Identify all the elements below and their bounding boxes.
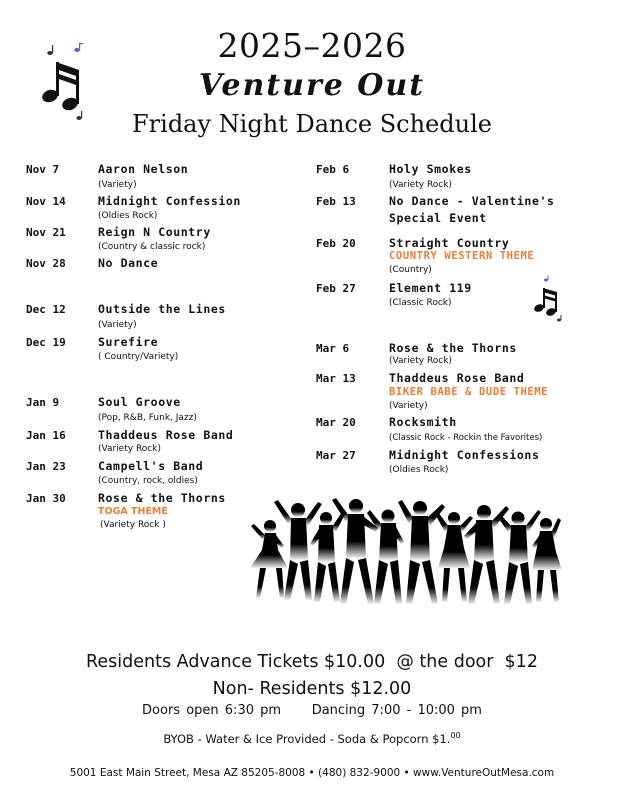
event-date: Feb 13 xyxy=(316,195,356,208)
event-date: Feb 20 xyxy=(316,237,356,250)
event-date: Nov 7 xyxy=(26,163,60,176)
event-date: Nov 28 xyxy=(26,257,66,270)
event-date: Feb 6 xyxy=(316,163,350,176)
band-name: Thaddeus Rose Band xyxy=(98,428,234,442)
event-date: Jan 9 xyxy=(26,396,60,409)
byob-text: BYOB - Water & Ice Provided - Soda & Popcorn $1. xyxy=(163,731,451,746)
band-name: No Dance xyxy=(98,256,159,270)
event-date: Jan 30 xyxy=(26,492,66,505)
door-times: Doors open 6:30 pm Dancing 7:00 - 10:00 pm xyxy=(142,703,482,718)
venue-name: Venture Out xyxy=(198,68,426,103)
band-genre: (Classic Rock - Rockin the Favorites) xyxy=(389,433,543,443)
event-date: Mar 6 xyxy=(316,342,350,355)
band-genre: (Variety) xyxy=(98,320,137,330)
band-genre: (Variety Rock) xyxy=(389,356,452,366)
band-name: Soul Groove xyxy=(98,395,181,409)
band-name: Rose & the Thorns xyxy=(98,491,226,505)
event-theme: COUNTRY WESTERN THEME xyxy=(389,250,535,262)
band-name: Aaron Nelson xyxy=(98,162,189,176)
schedule-subtitle: Friday Night Dance Schedule xyxy=(132,110,492,138)
event-date: Dec 12 xyxy=(26,303,66,316)
byob-cents: 00 xyxy=(450,731,461,740)
band-name: Midnight Confessions xyxy=(389,448,540,462)
event-date: Feb 27 xyxy=(316,282,356,295)
event-date: Mar 20 xyxy=(316,416,356,429)
band-name: Holy Smokes xyxy=(389,162,472,176)
schedule-years: 2025–2026 xyxy=(217,26,407,65)
band-genre: (Country & classic rock) xyxy=(98,242,206,252)
dancers-silhouette xyxy=(238,488,564,628)
band-genre: (Variety Rock) xyxy=(98,444,161,454)
band-name: Surefire xyxy=(98,335,159,349)
band-name: Element 119 xyxy=(389,281,472,295)
band-genre: (Country, rock, oldies) xyxy=(98,476,198,486)
band-name: Reign N Country xyxy=(98,225,211,239)
band-name: Straight Country xyxy=(389,236,510,250)
event-date: Jan 23 xyxy=(26,460,66,473)
event-theme: BIKER BABE & DUDE THEME xyxy=(389,386,549,398)
non-resident-ticket-price: Non- Residents $12.00 xyxy=(212,679,412,699)
band-genre: (Country) xyxy=(389,265,432,275)
byob-notice xyxy=(0,731,624,746)
band-name: No Dance - Valentine's xyxy=(389,194,555,208)
band-name: Outside the Lines xyxy=(98,302,226,316)
event-date: Nov 21 xyxy=(26,226,66,239)
event-theme: TOGA THEME xyxy=(98,506,168,517)
band-name-line2: Special Event xyxy=(389,211,487,225)
event-date: Jan 16 xyxy=(26,429,66,442)
resident-ticket-price: Residents Advance Tickets $10.00 @ the door $12 xyxy=(86,652,538,672)
band-genre: (Oldies Rock) xyxy=(98,211,158,221)
music-notes-small-icon xyxy=(530,276,566,324)
band-genre: (Variety Rock ) xyxy=(100,520,166,530)
band-genre: (Classic Rock) xyxy=(389,298,452,308)
band-genre: (Variety) xyxy=(98,180,137,190)
band-name: Rocksmith xyxy=(389,415,457,429)
event-date: Dec 19 xyxy=(26,336,66,349)
band-name: Midnight Confession xyxy=(98,194,241,208)
band-name: Campell's Band xyxy=(98,459,204,473)
band-genre: ( Country/Variety) xyxy=(98,352,179,362)
event-date: Mar 13 xyxy=(316,372,356,385)
band-name: Thaddeus Rose Band xyxy=(389,371,525,385)
band-genre: (Oldies Rock) xyxy=(389,465,449,475)
band-name: Rose & the Thorns xyxy=(389,341,517,355)
band-genre: (Variety Rock) xyxy=(389,180,452,190)
band-genre: (Pop, R&B, Funk, Jazz) xyxy=(98,413,197,423)
footer-address: 5001 East Main Street, Mesa AZ 85205-8008 • (480) 832-9000 • www.VentureOutMesa.com xyxy=(69,767,555,779)
event-date: Mar 27 xyxy=(316,449,356,462)
event-date: Nov 14 xyxy=(26,195,66,208)
band-genre: (Variety) xyxy=(389,401,428,411)
